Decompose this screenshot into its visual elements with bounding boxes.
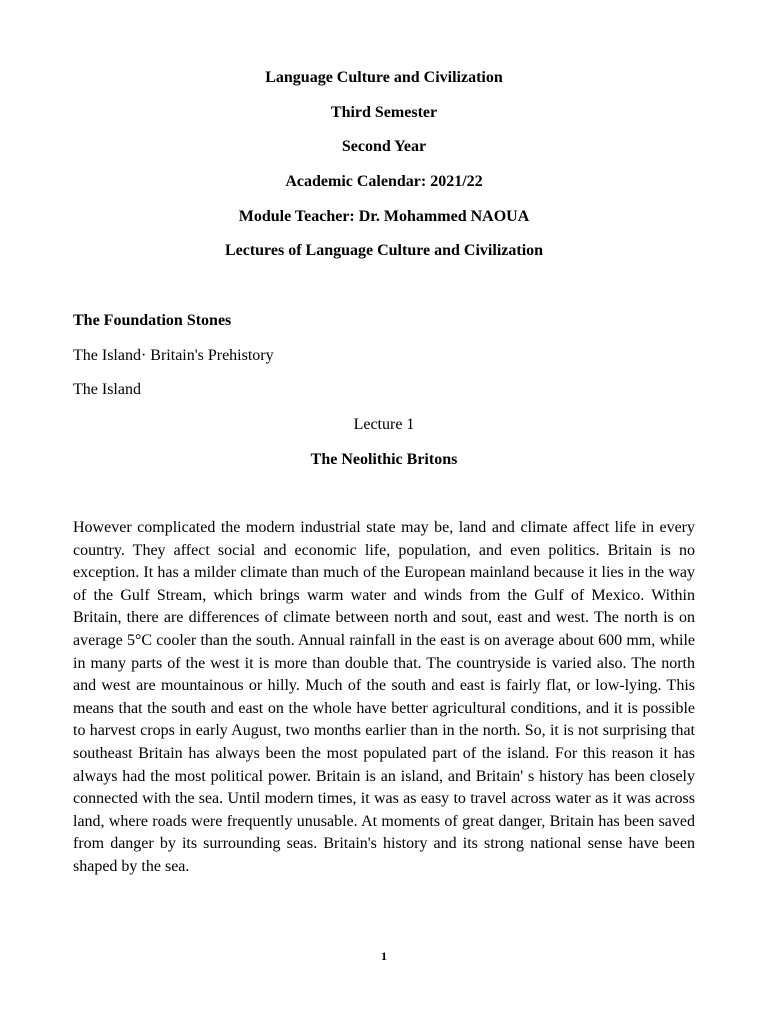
semester-heading: Third Semester [330, 104, 438, 121]
lecture-title: The Neolithic Britons [310, 451, 458, 468]
year-heading: Second Year [341, 138, 427, 155]
page-number: 1 [381, 949, 387, 963]
lecture-number: Lecture 1 [353, 416, 415, 433]
section-heading-foundation-stones: The Foundation Stones [73, 312, 232, 329]
course-title: Language Culture and Civilization [265, 69, 503, 86]
academic-calendar-heading: Academic Calendar: 2021/22 [285, 173, 483, 190]
section-heading-the-island: The Island [73, 381, 141, 398]
lectures-title-heading: Lectures of Language Culture and Civilization [224, 242, 544, 259]
module-teacher-heading: Module Teacher: Dr. Mohammed NAOUA [238, 208, 530, 225]
section-heading-island-prehistory: The Island· Britain's Prehistory [73, 347, 274, 364]
body-paragraph: However complicated the modern industrial state may be, land and climate affect life in every country. They affect social and economic life, population, and even politics. Britain is no exception. It has a milder climate than much of the European mainland because it lies in the way of the Gulf Stream, which brings warm water and winds from the Gulf of Mexico. Within Britain, there are differences of climate between north and sout, east and west. The north is on average 5°C cooler than the south. Annual rainfall in the east is on average about 600 mm, while in many parts of the west it is more than double that. The countryside is varied also. The north and west are mountainous or hilly. Much of the south and east is fairly flat, or low-lying. This means that the south and east on the whole have better agricultural conditions, and it is possible to harvest crops in early August, two months earlier than in the north. So, it is not surprising that southeast Britain has always been the most populated part of the island. For this reason it has always had the most political power. Britain is an island, and Britain' s history has been closely connected with the sea. Until modern times, it was as easy to travel across water as it was across land, where roads were frequently unusable. At moments of great danger, Britain has been saved from danger by its surrounding seas. Britain's history and its strong national sense have been shaped by the sea. [73, 519, 695, 875]
